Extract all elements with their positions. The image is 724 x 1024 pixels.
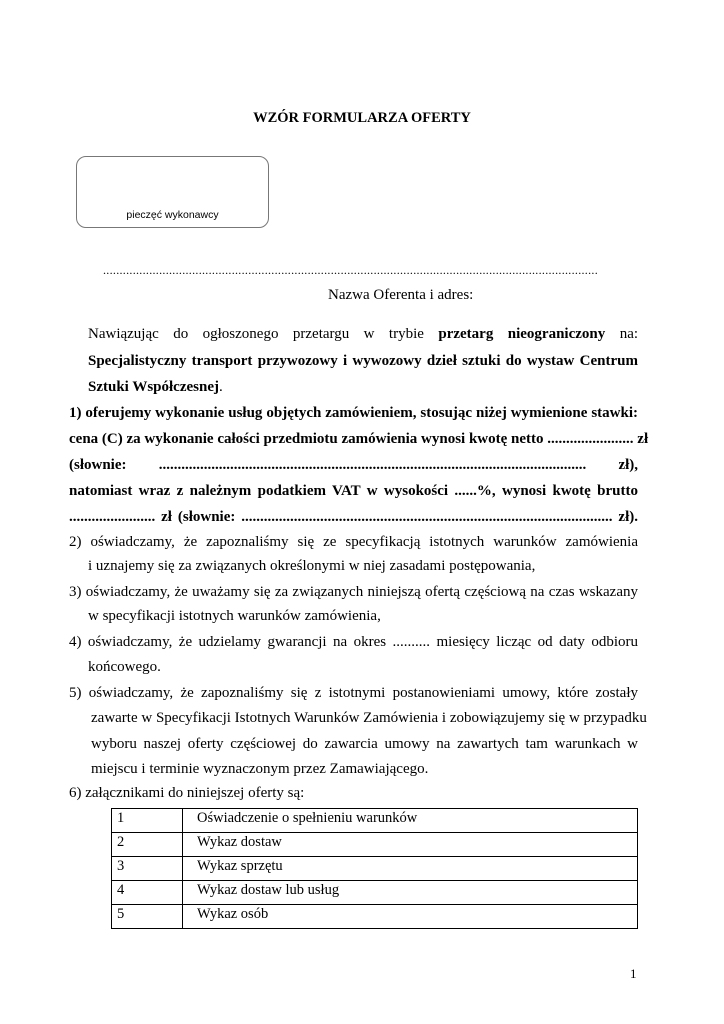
item3-line1: 3) oświadczamy, że uważamy się za związanych niniejszą ofertą częściową na czas wskazany xyxy=(69,584,638,600)
intro-suffix: na: xyxy=(619,326,639,342)
attachment-name: Wykaz osób xyxy=(183,905,638,929)
contractor-stamp-box xyxy=(76,156,269,228)
subject-end: . xyxy=(218,379,223,395)
procurement-mode: przetarg nieograniczony xyxy=(438,326,606,342)
item5-line2: zawarte w Specyfikacji Istotnych Warunków Zamówienia i zobowiązujemy się w przypadku xyxy=(91,710,647,726)
attachment-name: Wykaz dostaw lub usług xyxy=(183,881,638,905)
table-row xyxy=(112,857,638,881)
attachments-table xyxy=(111,808,638,929)
item1-line4: natomiast wraz z należnym podatkiem VAT w wysokości ......%, wynosi kwotę brutto xyxy=(69,483,638,499)
table-row xyxy=(112,905,638,929)
attachment-number: 3 xyxy=(112,857,183,881)
bidder-name-label: Nazwa Oferenta i adres: xyxy=(328,287,474,303)
item5-line1: 5) oświadczamy, że zapoznaliśmy się z istotnymi postanowieniami umowy, które zostały xyxy=(69,685,638,701)
attachment-number: 2 xyxy=(112,833,183,857)
attachment-name: Wykaz dostaw xyxy=(183,833,638,857)
table-row xyxy=(112,809,638,833)
attachment-number: 5 xyxy=(112,905,183,929)
attachment-number: 4 xyxy=(112,881,183,905)
attachment-name: Wykaz sprzętu xyxy=(183,857,638,881)
item5-line4: miejscu i terminie wyznaczonym przez Zamawiającego. xyxy=(91,761,429,777)
subject-line-2-text: Sztuki Współczesnej xyxy=(88,379,219,395)
attachment-name: Oświadczenie o spełnieniu warunków xyxy=(183,809,638,833)
item2-line1: 2) oświadczamy, że zapoznaliśmy się ze specyfikacją istotnych warunków zamówienia xyxy=(69,534,638,550)
item1-line1: 1) oferujemy wykonanie usług objętych zamówieniem, stosując niżej wymienione stawki: xyxy=(69,405,638,421)
item4-line1: 4) oświadczamy, że udzielamy gwarancji na okres .......... miesięcy licząc od daty odbioru xyxy=(69,634,638,650)
subject-line-2 xyxy=(88,379,638,396)
subject-line-1: Specjalistyczny transport przywozowy i wywozowy dzieł sztuki do wystaw Centrum xyxy=(88,353,638,369)
item1-line2: cena (C) za wykonanie całości przedmiotu zamówienia wynosi kwotę netto ....................... zł xyxy=(69,431,649,447)
bidder-dotted-line: ...................................................................................................................................................... xyxy=(103,263,598,277)
item5-line3: wyboru naszej oferty częściowej do zawarcia umowy na zawartych tam warunkach w xyxy=(91,736,638,752)
attachment-number: 1 xyxy=(112,809,183,833)
item6-line1: 6) załącznikami do niniejszej oferty są: xyxy=(69,785,305,801)
page-number: 1 xyxy=(630,966,637,981)
item4-line2: końcowego. xyxy=(88,659,161,675)
document-title: WZÓR FORMULARZA OFERTY xyxy=(253,110,471,126)
table-row xyxy=(112,833,638,857)
table-row xyxy=(112,881,638,905)
intro-prefix: Nawiązując do ogłoszonego przetargu w trybie xyxy=(88,326,424,342)
item3-line2: w specyfikacji istotnych warunków zamówienia, xyxy=(88,608,381,624)
item1-line5: ....................... zł (słownie: ................................................................................................... zł). xyxy=(69,509,638,525)
item1-line3-currency: zł), xyxy=(618,457,639,473)
stamp-label: pieczęć wykonawcy xyxy=(126,209,219,221)
intro-line xyxy=(88,326,638,343)
item1-line3-words: (słownie: .................................................................................................................. xyxy=(69,457,587,473)
item2-line2: i uznajemy się za związanych określonymi w niej zasadami postępowania, xyxy=(88,558,536,574)
item1-line3 xyxy=(69,457,638,474)
